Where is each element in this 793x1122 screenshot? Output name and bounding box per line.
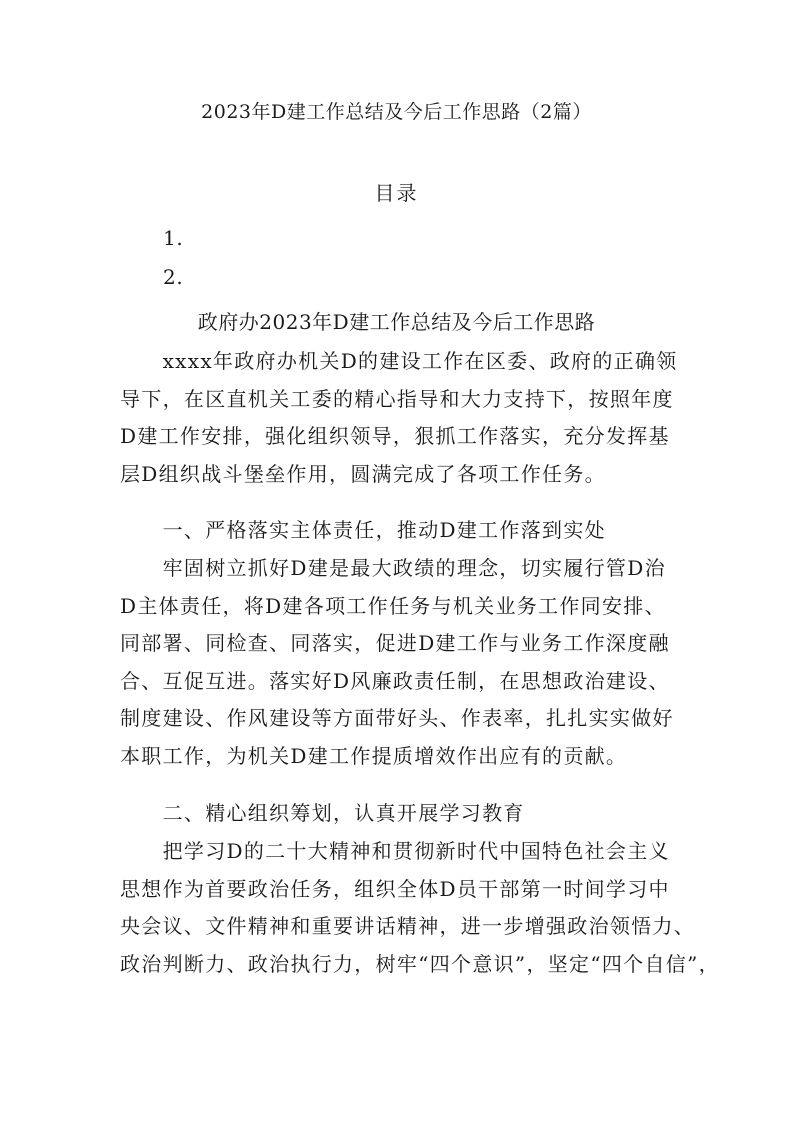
paragraph-line: 制度建设、作风建设等方面带好头、作表率，扎扎实实做好 [120,706,674,731]
paragraph-line: 二、精心组织筹划，认真开展学习教育 [120,801,525,825]
paragraph-line: D主体责任，将D建各项工作任务与机关业务工作同安排、 [120,593,666,618]
body-paragraph [120,343,680,493]
paragraph-line: 导下，在区直机关工委的精心指导和大力支持下，按照年度 [120,386,674,411]
paragraph-line: D建工作安排，强化组织领导，狠抓工作落实，充分发挥基 [120,424,670,449]
paragraph-line: 思想作为首要政治任务，组织全体D员干部第一时间学习中 [120,876,670,901]
paragraph-line: 把学习D的二十大精神和贯彻新时代中国特色社会主义 [120,839,670,863]
toc-heading: 目录 [374,181,419,205]
paragraph-line: 合、互促互进。落实好D风廉政责任制，在思想政治建设、 [120,668,670,693]
section-heading [120,795,680,833]
document-title: 2023年D建工作总结及今后工作思路（2篇） [201,101,592,123]
paragraph-line: 本职工作，为机关D建工作提质增效作出应有的贡献。 [120,743,628,768]
paragraph-line: 层D组织战斗堡垒作用，圆满完成了各项工作任务。 [120,461,606,486]
paragraph-line: 牢固树立抓好D建是最大政绩的理念，切实履行管D治 [120,556,666,580]
body-paragraph [120,833,720,983]
body-paragraph [120,550,680,776]
toc-item: 1. [163,226,184,250]
paragraph-line: 政治判断力、政治执行力，树牢“四个意识”，坚定“四个自信”， [120,951,720,976]
section-title: 政府办2023年D建工作总结及今后工作思路 [197,310,596,334]
paragraph-line: xxxx年政府办机关D的建设工作在区委、政府的正确领 [120,349,678,373]
paragraph-line: 同部署、同检查、同落实，促进D建工作与业务工作深度融 [120,631,670,656]
paragraph-line: 央会议、文件精神和重要讲话精神，进一步增强政治领悟力、 [120,914,696,939]
section-heading [120,512,680,550]
paragraph-line: 一、严格落实主体责任，推动D建工作落到实处 [120,518,606,542]
toc-item: 2. [163,265,184,289]
